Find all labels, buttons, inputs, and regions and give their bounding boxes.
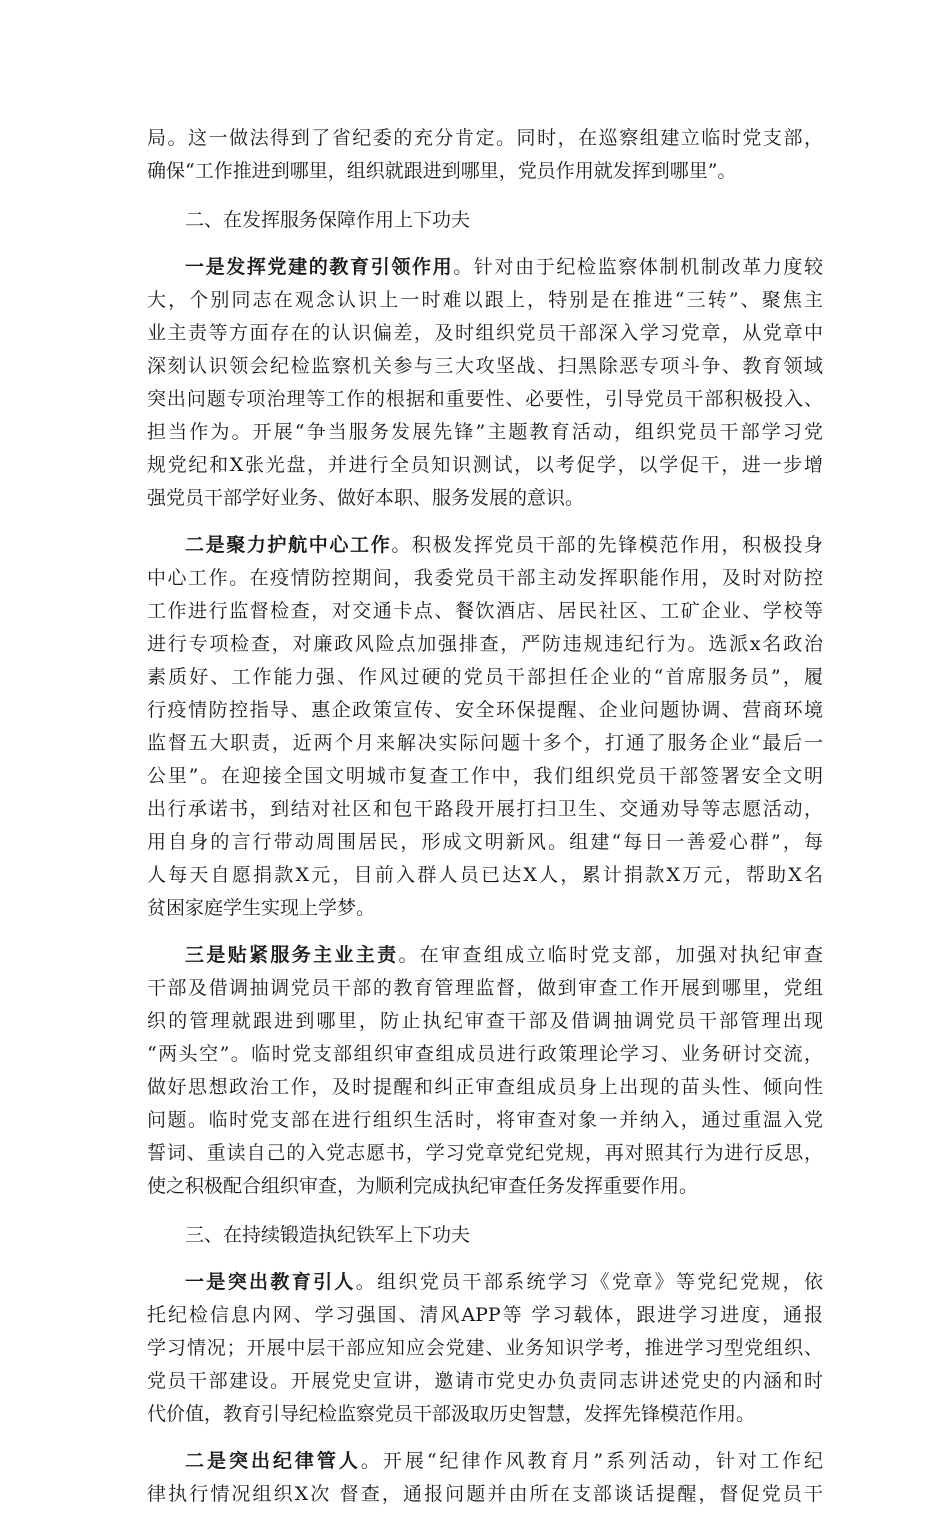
paragraph-text: 。在审查组成立临时党支部，加强对执纪审查	[398, 944, 823, 966]
paragraph	[147, 1266, 823, 1431]
text-line: 使之积极配合组织审查，为顺利完成执纪审查任务发挥重要作用。	[147, 1175, 699, 1197]
text-line: 确保“工作推进到哪里，组织就跟进到哪里，党员作用就发挥到哪里”。	[147, 160, 737, 182]
section-heading: 三、在持续锻造执纪铁军上下功夫	[185, 1224, 471, 1246]
text-line: 党员干部建设。开展党史宣讲，邀请市党史办负责同志讲述党史的内涵和时	[147, 1370, 823, 1392]
paragraph-text: 。积极发挥党员干部的先锋模范作用，积极投身	[391, 534, 823, 556]
paragraph-lead: 二是突出纪律管人	[185, 1450, 361, 1472]
text-line: 中心工作。在疫情防控期间，我委党员干部主动发挥职能作用，及时对防控	[147, 567, 823, 589]
text-line: 担当作为。开展“争当服务发展先锋”主题教育活动，组织党员干部学习党	[147, 421, 823, 443]
text-line: 深刻认识领会纪检监察机关参与三大攻坚战、扫黑除恶专项斗争、教育领域	[147, 355, 823, 377]
text-line: 问题。临时党支部在进行组织生活时，将审查对象一并纳入，通过重温入党	[147, 1109, 823, 1131]
text-line	[147, 529, 823, 562]
paragraph	[147, 529, 823, 925]
paragraph-text: 。组织党员干部系统学习《党章》等党纪党规，依	[355, 1271, 823, 1293]
text-line: 学习情况；开展中层干部应知应会党建、业务知识学考，推进学习型党组织、	[147, 1337, 823, 1359]
paragraph	[147, 939, 823, 1203]
text-line: 局。这一做法得到了省纪委的充分肯定。同时，在巡察组建立临时党支部，	[147, 127, 823, 149]
text-line: 托纪检信息内网、学习强国、清风APP等 学习载体，跟进学习进度，通报	[147, 1304, 823, 1326]
text-line	[147, 1445, 823, 1478]
text-line: 贫困家庭学生实现上学梦。	[147, 897, 376, 919]
paragraph-lead: 二是聚力护航中心工作	[185, 534, 392, 556]
text-line: 干部及借调抽调党员干部的教育管理监督，做到审查工作开展到哪里，党组	[147, 977, 823, 999]
paragraph	[147, 1445, 823, 1511]
text-line: 代价值，教育引导纪检监察党员干部汲取历史智慧，发挥先锋模范作用。	[147, 1403, 756, 1425]
text-line: 工作进行监督检查，对交通卡点、餐饮酒店、居民社区、工矿企业、学校等	[147, 600, 823, 622]
text-line	[147, 939, 823, 972]
section-heading: 二、在发挥服务保障作用上下功夫	[185, 209, 471, 231]
paragraph-lead: 一是发挥党建的教育引领作用	[185, 256, 454, 278]
text-line: 公里”。在迎接全国文明城市复查工作中，我们组织党员干部签署安全文明	[147, 765, 823, 787]
text-line: 行疫情防控指导、惠企政策宣传、安全环保提醒、企业问题协调、营商环境	[147, 699, 823, 721]
paragraph-text: 。开展“纪律作风教育月”系列活动，针对工作纪	[360, 1450, 823, 1472]
paragraph-text: 。针对由于纪检监察体制机制改革力度较	[453, 256, 823, 278]
text-line: 素质好、工作能力强、作风过硬的党员干部担任企业的“首席服务员”，履	[147, 666, 823, 688]
paragraph-lead: 三是贴紧服务主业主责	[185, 944, 399, 966]
text-line	[147, 251, 823, 284]
paragraph-lead: 一是突出教育引人	[185, 1271, 356, 1293]
text-line: 业主责等方面存在的认识偏差，及时组织党员干部深入学习党章，从党章中	[147, 322, 823, 344]
text-line: 织的管理就跟进到哪里，防止执纪审查干部及借调抽调党员干部管理出现	[147, 1010, 823, 1032]
document-page	[147, 122, 823, 1525]
text-line: 出行承诺书，到结对社区和包干路段开展打扫卫生、交通劝导等志愿活动，	[147, 798, 823, 820]
text-line: 人每天自愿捐款X元，目前入群人员已达X人，累计捐款X万元，帮助X名	[147, 864, 823, 886]
text-line: 强党员干部学好业务、做好本职、服务发展的意识。	[147, 487, 585, 509]
text-line: 大，个别同志在观念认识上一时难以跟上，特别是在推进“三转”、聚焦主	[147, 289, 823, 311]
text-line: 进行专项检查，对廉政风险点加强排查，严防违规违纪行为。选派x名政治	[147, 633, 823, 655]
text-line: 律执行情况组织X次 督查，通报问题并由所在支部谈话提醒，督促党员干	[147, 1483, 823, 1505]
text-line: 突出问题专项治理等工作的根据和重要性、必要性，引导党员干部积极投入、	[147, 388, 823, 410]
paragraph	[147, 251, 823, 515]
text-line: 监督五大职责，近两个月来解决实际问题十多个，打通了服务企业“最后一	[147, 732, 823, 754]
text-line: 用自身的言行带动周围居民，形成文明新风。组建“每日一善爱心群”，每	[147, 831, 823, 853]
text-line: “两头空”。临时党支部组织审查组成员进行政策理论学习、业务研讨交流，	[147, 1043, 823, 1065]
text-line	[147, 1266, 823, 1299]
text-line: 誓词、重读自己的入党志愿书，学习党章党纪党规，再对照其行为进行反思，	[147, 1142, 823, 1164]
text-line: 规党纪和X张光盘，并进行全员知识测试，以考促学，以学促干，进一步增	[147, 454, 823, 476]
intro-paragraph	[147, 122, 823, 188]
text-line: 做好思想政治工作，及时提醒和纠正审查组成员身上出现的苗头性、倾向性	[147, 1076, 823, 1098]
